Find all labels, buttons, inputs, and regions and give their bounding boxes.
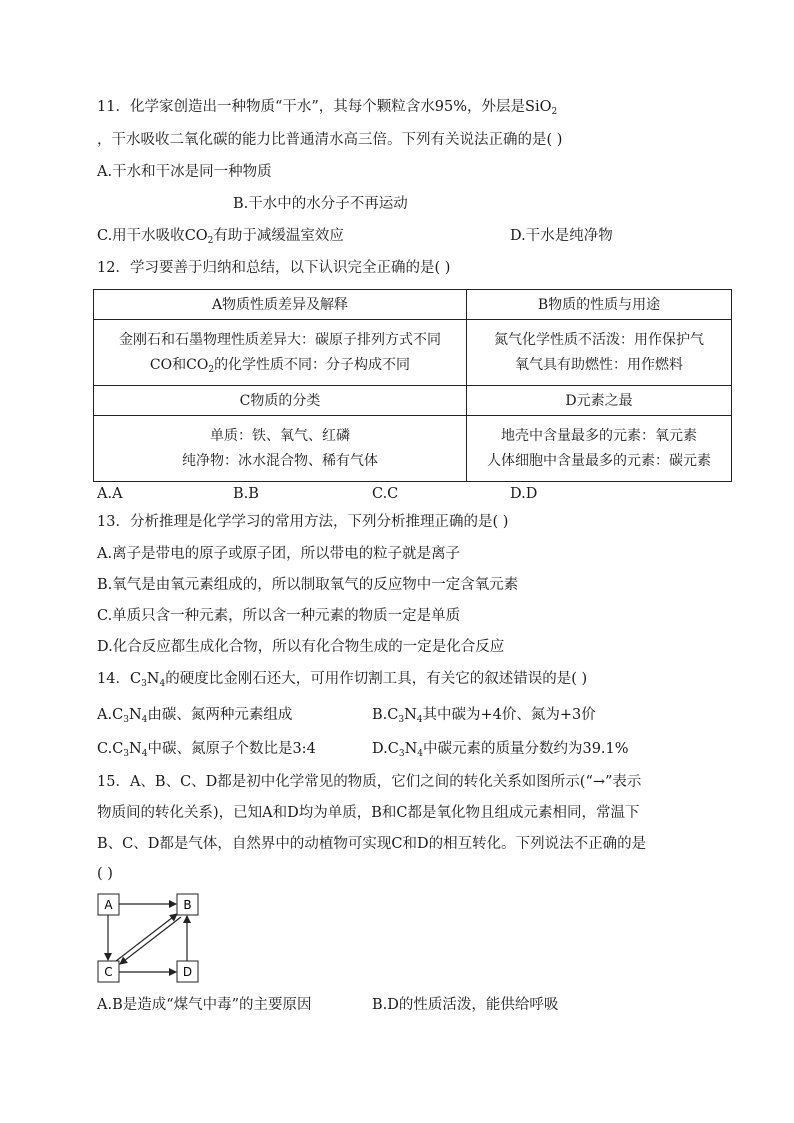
q11-line2: ，干水吸收二氧化碳的能力比普通清水高三倍。下列有关说法正确的是( ) bbox=[97, 132, 563, 148]
table-c-row1: 单质：铁、氧气、红磷 bbox=[210, 428, 350, 444]
c3n4-formula bbox=[130, 671, 165, 687]
sio2-symbol: SiO bbox=[525, 99, 552, 115]
table-head-d: D元素之最 bbox=[467, 386, 732, 416]
q12-option-d: D.D bbox=[510, 486, 538, 502]
table-a-co2-symbol: CO bbox=[186, 357, 209, 373]
q14-stem bbox=[97, 669, 587, 689]
q14-option-d-text: 中碳元素的质量分数约为39.1% bbox=[422, 741, 629, 757]
q15-line1: 15．A、B、C、D都是初中化学常见的物质，它们之间的转化关系如图所示(“→”表示 bbox=[97, 774, 642, 790]
q14-option-d bbox=[372, 739, 629, 759]
table-d-row1: 地壳中含量最多的元素：氧元素 bbox=[501, 428, 697, 444]
node-a-label: A bbox=[104, 898, 113, 912]
q14b-n: N bbox=[404, 707, 417, 723]
arrow-b-to-c bbox=[120, 917, 181, 964]
q13-option-a: A.离子是带电的原子或原子团，所以带电的粒子就是离子 bbox=[97, 546, 461, 562]
q11-option-c-pre: C.用干水吸收 bbox=[97, 228, 185, 244]
table-head-a: A物质性质差异及解释 bbox=[94, 290, 467, 320]
q14d-c-sub: 3 bbox=[398, 749, 405, 759]
q11-option-b: B.干水中的水分子不再运动 bbox=[233, 196, 408, 212]
c3n4-n: N bbox=[146, 671, 160, 687]
table-head-b: B物质的性质与用途 bbox=[467, 290, 732, 320]
q14-option-d-label: D. bbox=[372, 741, 388, 757]
co2-symbol: CO bbox=[184, 228, 208, 244]
q14-option-c-text: 中碳、氮原子个数比是3:4 bbox=[147, 741, 316, 757]
q15-line4: ( ) bbox=[97, 866, 113, 882]
q14d-n: N bbox=[404, 741, 418, 757]
q14-option-a bbox=[97, 705, 292, 725]
q14c-c-sub: 3 bbox=[123, 749, 130, 759]
sio2-formula bbox=[525, 99, 557, 115]
q11-option-c-post: 有助于减缓温室效应 bbox=[213, 228, 344, 244]
table-c-row2: 纯净物：冰水混合物、稀有气体 bbox=[182, 453, 378, 469]
q12-table bbox=[93, 289, 732, 482]
q14-option-c-label: C. bbox=[97, 741, 113, 757]
q14c-n: N bbox=[129, 741, 142, 757]
conversion-diagram bbox=[90, 888, 210, 992]
table-head-c: C物质的分类 bbox=[94, 386, 467, 416]
q11-option-a: A.干水和干冰是同一种物质 bbox=[97, 164, 272, 180]
q14b-c: C bbox=[387, 707, 399, 723]
table-a-row2-pre: CO和 bbox=[149, 357, 187, 373]
co2-subscript: 2 bbox=[207, 236, 214, 246]
q14b-c-sub: 3 bbox=[398, 715, 405, 725]
table-a-co2-subscript: 2 bbox=[208, 365, 215, 375]
q12-option-a: A.A bbox=[97, 486, 123, 502]
q13-option-b: B.氧气是由氧元素组成的，所以制取氧气的反应物中一定含氧元素 bbox=[97, 577, 519, 593]
table-a-row1: 金刚石和石墨物理性质差异大：碳原子排列方式不同 bbox=[119, 332, 441, 348]
c3n4-c-sub: 3 bbox=[141, 679, 147, 689]
q15-line3: B、C、D都是气体，自然界中的动植物可实现C和D的相互转化。下列说法不正确的是 bbox=[97, 836, 647, 852]
q11-option-d: D.干水是纯净物 bbox=[510, 228, 613, 244]
q15-line2: 物质间的转化关系)，已知A和D均为单质，B和C都是氧化物且组成元素相同，常温下 bbox=[97, 805, 640, 821]
table-cell-a bbox=[94, 320, 467, 386]
q12-option-b: B.B bbox=[233, 486, 259, 502]
q14d-c: C bbox=[387, 741, 399, 757]
q14-option-b-label: B. bbox=[372, 707, 388, 723]
table-a-row2 bbox=[94, 355, 466, 375]
q14b-n-sub: 4 bbox=[416, 715, 423, 725]
table-b-row1: 氮气化学性质不活泼：用作保护气 bbox=[494, 332, 704, 348]
c3n4-c: C bbox=[129, 671, 142, 687]
arrow-c-to-b bbox=[116, 914, 177, 961]
q14a-c-sub: 3 bbox=[123, 715, 129, 725]
q14-option-a-text: 由碳、氮两种元素组成 bbox=[147, 707, 293, 723]
node-c-label: C bbox=[104, 965, 113, 979]
sio2-subscript: 2 bbox=[551, 107, 558, 117]
q14-option-c bbox=[97, 739, 316, 759]
q14-option-b bbox=[372, 705, 596, 725]
node-d-label: D bbox=[182, 965, 193, 979]
q13-option-c: C.单质只含一种元素，所以含一种元素的物质一定是单质 bbox=[97, 608, 461, 624]
table-d-row2: 人体细胞中含量最多的元素：碳元素 bbox=[487, 453, 711, 469]
q12-option-c: C.C bbox=[372, 486, 399, 502]
q14a-n: N bbox=[128, 707, 142, 723]
q13-option-d: D.化合反应都生成化合物，所以有化合物生成的一定是化合反应 bbox=[97, 639, 505, 655]
q14d-n-sub: 4 bbox=[417, 749, 423, 759]
q14-option-a-label: A. bbox=[97, 707, 113, 723]
q14c-n-sub: 4 bbox=[141, 749, 148, 759]
q13-stem: 13．分析推理是化学学习的常用方法，下列分析推理正确的是( ) bbox=[97, 514, 509, 530]
q15-option-a: A.B是造成“煤气中毒”的主要原因 bbox=[97, 997, 312, 1013]
q14a-n-sub: 4 bbox=[141, 715, 148, 725]
table-b-row2: 氧气具有助燃性：用作燃料 bbox=[515, 357, 683, 373]
q14-number: 14． bbox=[97, 671, 130, 687]
table-cell-c bbox=[94, 416, 467, 482]
q14-option-b-text: 其中碳为+4价、氮为+3价 bbox=[422, 707, 596, 723]
table-cell-b bbox=[467, 320, 732, 386]
co2-formula bbox=[185, 228, 214, 244]
node-b-label: B bbox=[183, 898, 192, 912]
q14a-c: C bbox=[112, 707, 124, 723]
q14-stem-text: 的硬度比金刚石还大，可用作切割工具，有关它的叙述错误的是( ) bbox=[165, 671, 588, 687]
c3n4-n-sub: 4 bbox=[159, 679, 166, 689]
q11-text-1: 11．化学家创造出一种物质“干水”，其每个颗粒含水95%，外层是 bbox=[97, 99, 526, 115]
q15-option-b: B.D的性质活泼，能供给呼吸 bbox=[372, 997, 559, 1013]
table-cell-d bbox=[467, 416, 732, 482]
q12-stem: 12．学习要善于归纳和总结，以下认识完全正确的是( ) bbox=[97, 260, 451, 276]
table-a-row2-post: 的化学性质不同：分子构成不同 bbox=[214, 357, 411, 373]
q11-line1 bbox=[97, 97, 557, 117]
q11-option-c bbox=[97, 226, 344, 246]
q14c-c: C bbox=[112, 741, 124, 757]
